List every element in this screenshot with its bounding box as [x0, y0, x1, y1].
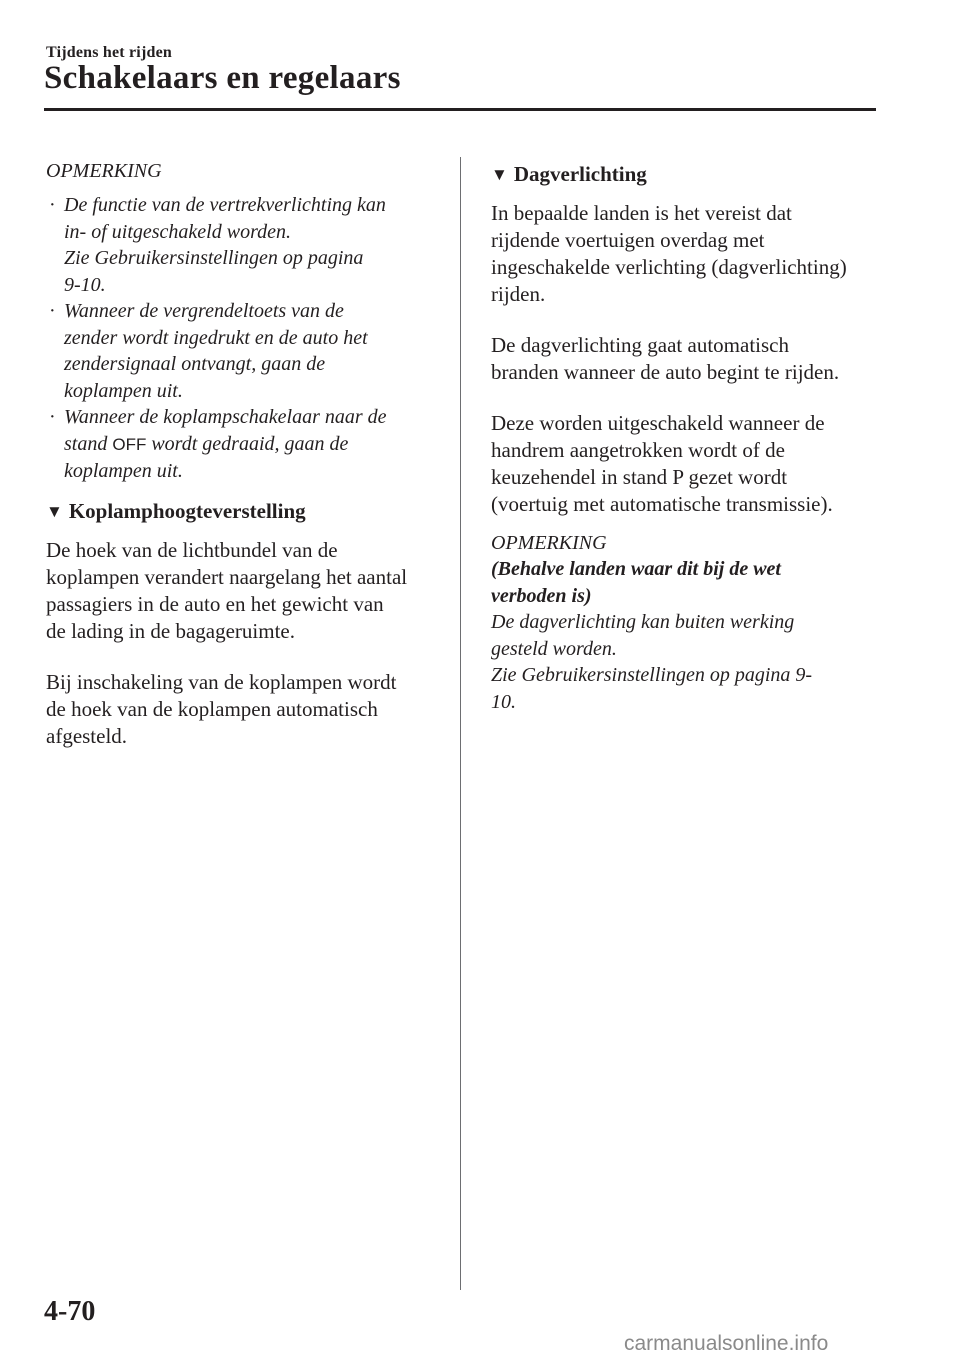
bullet-dot-icon: ·	[49, 300, 56, 322]
switch-off-label: OFF	[112, 434, 147, 454]
paragraph-line: In bepaalde landen is het vereist dat	[491, 201, 792, 225]
section-label: Tijdens het rijden	[46, 44, 172, 61]
note-bullet	[46, 192, 442, 298]
note-line: Zie Gebruikersinstellingen op pagina 9-	[491, 664, 813, 686]
column-divider	[460, 157, 461, 1290]
bullet-dot-icon: ·	[49, 406, 56, 428]
note-line: 10.	[491, 690, 516, 713]
watermark: carmanualsonline.info	[624, 1332, 829, 1355]
bullet-line: 9-10.	[64, 273, 106, 296]
paragraph-line: Bij inschakeling van de koplampen wordt	[46, 669, 397, 694]
note-heading: OPMERKING	[46, 160, 162, 182]
paragraph	[491, 332, 881, 386]
bullet-dot-icon: ·	[49, 194, 56, 216]
paragraph-line: branden wanneer de auto begint te rijden.	[491, 360, 840, 384]
paragraph-line: handrem aangetrokken wordt of de	[491, 438, 785, 462]
paragraph-line: Deze worden uitgeschakeld wanneer de	[491, 411, 825, 435]
left-column	[46, 158, 442, 774]
bullet-line: in- of uitgeschakeld worden.	[64, 220, 291, 243]
note-line: gesteld worden.	[491, 637, 617, 660]
paragraph-line: afgesteld.	[46, 723, 128, 748]
bullet-line: Wanneer de vergrendeltoets van de	[64, 300, 344, 322]
chapter-title: Schakelaars en regelaars	[44, 60, 401, 96]
note-heading: OPMERKING	[491, 532, 607, 554]
bullet-line: zender wordt ingedrukt en de auto het	[64, 326, 368, 349]
note-bullet	[46, 404, 442, 485]
paragraph-line: (voertuig met automatische transmissie).	[491, 492, 833, 516]
bullet-line: koplampen uit.	[64, 379, 183, 402]
paragraph-line: ingeschakelde verlichting (dagverlichting)	[491, 255, 847, 279]
bullet-line: zendersignaal ontvangt, gaan de	[64, 353, 326, 375]
paragraph-line: rijden.	[491, 282, 546, 306]
right-column	[491, 158, 881, 715]
paragraph-line: de lading in de bagageruimte.	[46, 618, 295, 643]
bullet-line: De functie van de vertrekverlichting kan	[64, 194, 386, 216]
triangle-down-icon: ▼	[491, 165, 508, 184]
triangle-down-icon: ▼	[46, 501, 63, 521]
paragraph	[491, 200, 881, 308]
subheading-text: Dagverlichting	[513, 162, 647, 186]
page-number: 4-70	[44, 1296, 96, 1327]
bullet-line: Wanneer de koplampschakelaar naar de	[64, 406, 387, 428]
paragraph-line: keuzehendel in stand P gezet wordt	[491, 465, 788, 489]
bullet-line: Zie Gebruikersinstellingen op pagina	[64, 247, 364, 269]
paragraph-line: koplampen verandert naargelang het aantal	[46, 564, 408, 589]
subheading-dagverlichting	[491, 160, 881, 190]
note-bullet	[46, 298, 442, 404]
bullet-line: koplampen uit.	[64, 460, 183, 482]
header-rule	[44, 108, 876, 111]
bullet-line	[64, 431, 442, 459]
paragraph-line: De dagverlichting gaat automatisch	[491, 333, 789, 357]
paragraph-line: De hoek van de lichtbundel van de	[46, 537, 338, 562]
paragraph	[46, 669, 442, 750]
paragraph-line: rijdende voertuigen overdag met	[491, 228, 765, 252]
paragraph-line: de hoek van de koplampen automatisch	[46, 696, 378, 721]
note-text	[491, 609, 881, 715]
bullet-text: wordt gedraaid, gaan de	[146, 432, 349, 455]
note-bullet-list	[46, 192, 442, 485]
paragraph	[46, 537, 442, 645]
note-line: (Behalve landen waar dit bij de wet	[491, 558, 781, 580]
subheading-koplamphoogteverstelling	[46, 497, 442, 527]
note-line: verboden is)	[491, 584, 592, 607]
paragraph	[491, 410, 881, 518]
bullet-text: stand	[64, 432, 113, 455]
subheading-text: Koplamphoogteverstelling	[68, 498, 306, 523]
note-line: De dagverlichting kan buiten werking	[491, 611, 795, 633]
note-condition	[491, 556, 881, 609]
paragraph-line: passagiers in de auto en het gewicht van	[46, 591, 384, 616]
